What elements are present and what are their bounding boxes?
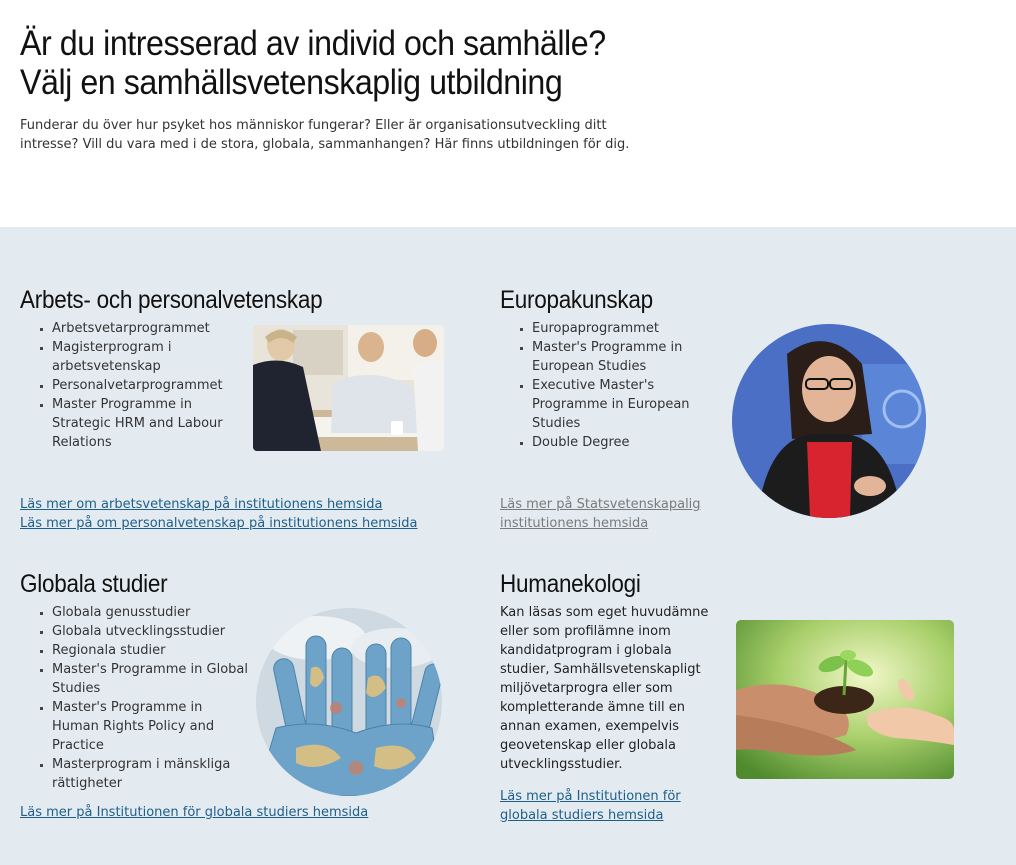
section-europa-links bbox=[500, 495, 730, 533]
program-item[interactable]: ▪ Executive Master's Programme in European Studies bbox=[532, 376, 700, 433]
program-item[interactable]: ▪ Globala genusstudier bbox=[52, 603, 250, 622]
program-item[interactable]: ▪ Arbetsvetarprogrammet bbox=[52, 319, 250, 338]
world-map-hands-photo bbox=[256, 608, 442, 796]
program-item[interactable]: ▪ Magisterprogram i arbetsvetenskap bbox=[52, 338, 250, 376]
intro-text: Funderar du över hur psyket hos människor fungerar? Eller är organisationsutveckling ditt intresse? Vill du vara med i de stora, globala, sammanhangen? Här finns utbildningen för dig. bbox=[20, 118, 630, 152]
section-europa bbox=[500, 285, 700, 452]
section-arbets bbox=[20, 285, 323, 452]
section-globala-links bbox=[20, 803, 480, 822]
section-title-globala: Globala studier bbox=[20, 570, 168, 598]
section-human bbox=[500, 569, 715, 825]
read-more-arbetsvetenskap-link[interactable]: Läs mer om arbetsvetenskap på institutionens hemsida bbox=[20, 497, 383, 512]
program-item[interactable]: ▪ Double Degree bbox=[532, 433, 700, 452]
program-item[interactable]: ▪ Europaprogrammet bbox=[532, 319, 700, 338]
read-more-humanekologi-link[interactable]: Läs mer på Institutionen för globala studiers hemsida bbox=[500, 789, 681, 823]
section-text-human: Kan läsas som eget huvudämne eller som profilämne inom kandidatprogram i globala studier, Samhällsvetenskapligt miljövetarprogra eller som kompletterande ämne till en annan examen, exempelvis geovetenskap eller globala utvecklingsstudier. bbox=[500, 605, 709, 772]
portrait-photo bbox=[732, 324, 926, 518]
programs-band bbox=[0, 227, 1016, 865]
program-item[interactable]: ▪ Masterprogram i mänskliga rättigheter bbox=[52, 755, 250, 793]
program-item[interactable]: ▪ Regionala studier bbox=[52, 641, 250, 660]
section-title-europa: Europakunskap bbox=[500, 286, 653, 314]
hero bbox=[0, 0, 1016, 227]
program-item[interactable]: ▪ Master's Programme in Global Studies bbox=[52, 660, 250, 698]
program-list-globala bbox=[20, 603, 250, 793]
program-item[interactable]: ▪ Globala utvecklingsstudier bbox=[52, 622, 250, 641]
program-item[interactable]: ▪ Personalvetarprogrammet bbox=[52, 376, 250, 395]
section-title-arbets: Arbets- och personalvetenskap bbox=[20, 286, 323, 314]
section-globala bbox=[20, 569, 250, 793]
read-more-statsvetenskap-link[interactable]: Läs mer på Statsvetenskapalig institutionens hemsida bbox=[500, 497, 701, 531]
page-title-line1: Är du intresserad av individ och samhälle? bbox=[20, 24, 606, 63]
program-item[interactable]: ▪ Master Programme in Strategic HRM and Labour Relations bbox=[52, 395, 250, 452]
read-more-personalvetenskap-link[interactable]: Läs mer på om personalvetenskap på institutionens hemsida bbox=[20, 516, 418, 531]
page-title-line2: Välj en samhällsvetenskaplig utbildning bbox=[20, 63, 563, 102]
section-title-human: Humanekologi bbox=[500, 570, 641, 598]
section-arbets-links bbox=[20, 495, 480, 533]
program-item[interactable]: ▪ Master's Programme in Human Rights Policy and Practice bbox=[52, 698, 250, 755]
read-more-globala-link[interactable]: Läs mer på Institutionen för globala studiers hemsida bbox=[20, 805, 369, 820]
program-list-arbets bbox=[20, 319, 250, 452]
seedling-hands-photo bbox=[736, 620, 954, 779]
program-list-europa bbox=[500, 319, 700, 452]
page-title bbox=[20, 24, 664, 102]
program-item[interactable]: ▪ Master's Programme in European Studies bbox=[532, 338, 700, 376]
office-meeting-photo bbox=[253, 325, 444, 451]
